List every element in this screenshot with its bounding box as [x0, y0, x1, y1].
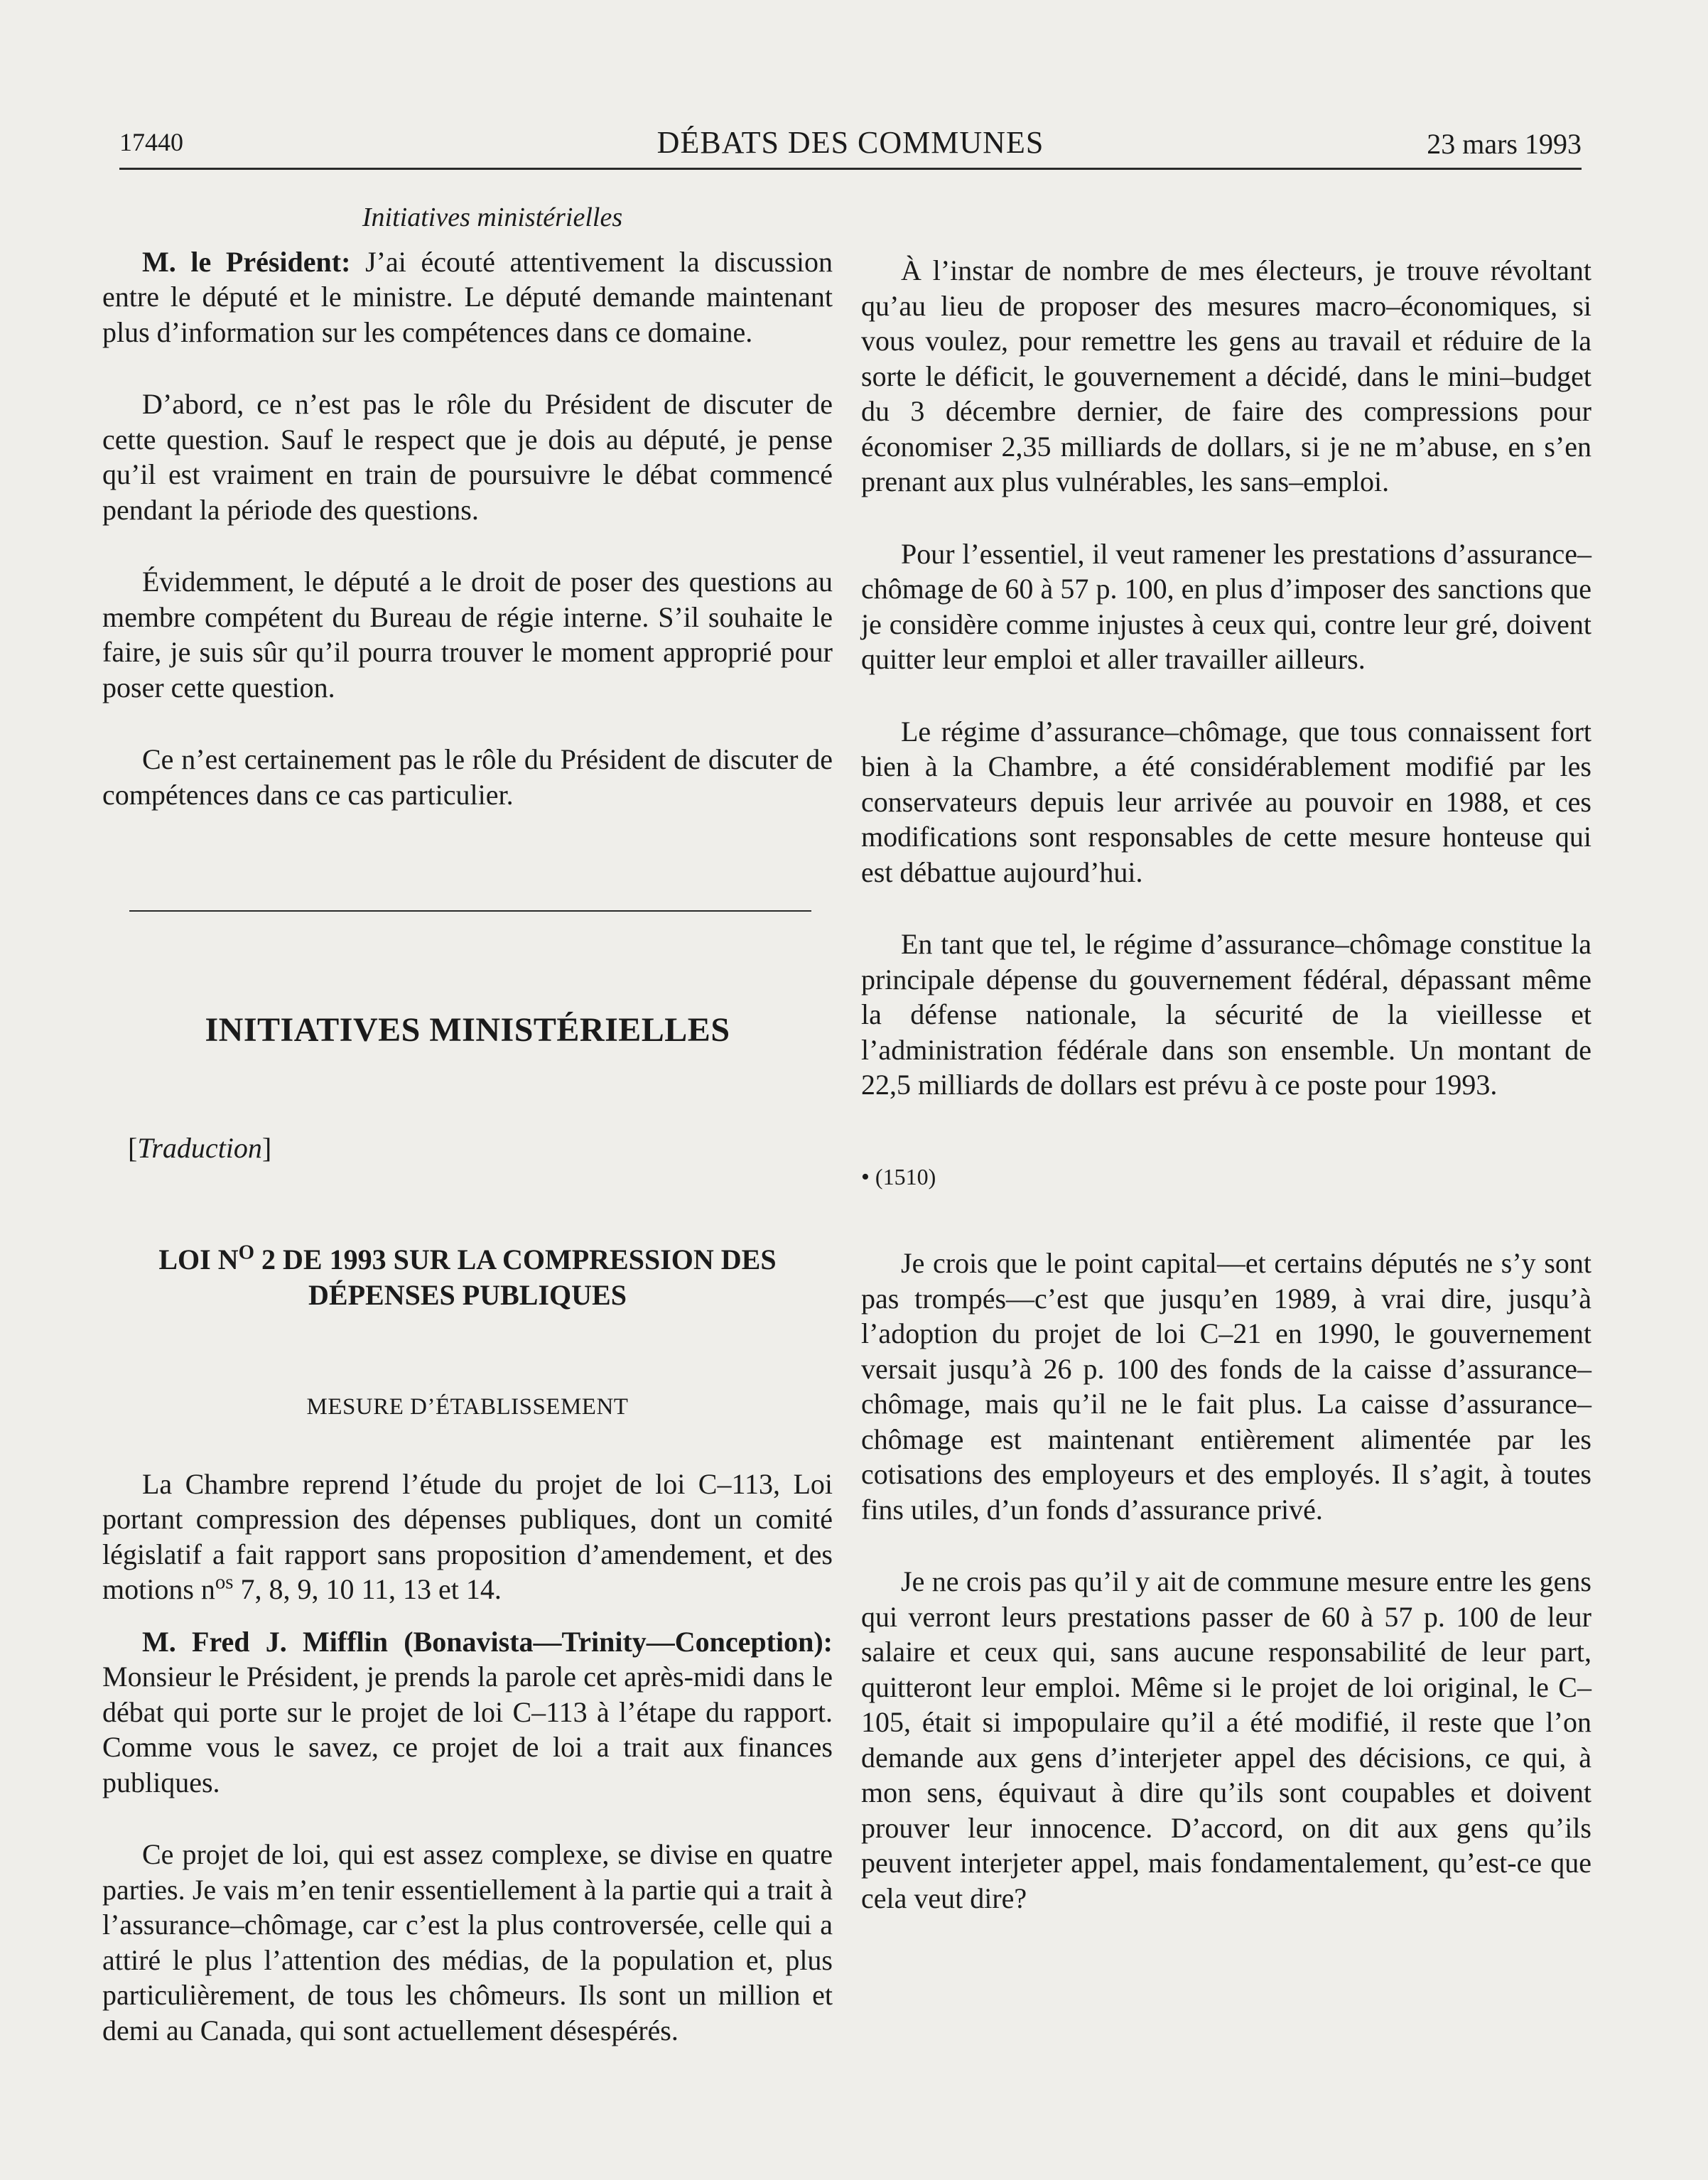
paragraph	[102, 1467, 833, 1607]
speaker-name: M. Fred J. Mifflin (Bonavista—Trinity—Conception):	[142, 1625, 833, 1658]
speech-text: Monsieur le Président, je prends la parole cet après-midi dans le débat qui porte sur le projet de loi C–113 à l’étape du rapport. Comme vous le savez, ce projet de loi a trait aux finances publiques.	[102, 1661, 833, 1798]
section-divider	[129, 910, 811, 912]
speaker-name: M. le Président:	[142, 245, 351, 278]
bill-title-line2: DÉPENSES PUBLIQUES	[308, 1279, 627, 1311]
section-title: INITIATIVES MINISTÉRIELLES	[205, 1011, 730, 1049]
paragraph: En tant que tel, le régime d’assurance–chômage constitue la principale dépense du gouvernement fédéral, dépassant même la défense nationale, la sécurité de la vieillesse et l’administration fédérale dans son ensemble. Un montant de 22,5 milliards de dollars est prévu à ce poste pour 1993.	[861, 928, 1591, 1101]
paragraph: Ce projet de loi, qui est assez complexe, se divise en quatre parties. Je vais m’en tenir essentiellement à la partie qui a trait à l’assurance–chômage, car c’est la plus controversée, celle qui a attiré le plus l’attention des médias, de la population et, plus particulièrement, de tous les chômeurs. Ils sont un million et demi au Canada, qui sont actuellement désespérés.	[102, 1838, 833, 2046]
paragraph-text: La Chambre reprend l’étude du projet de loi C–113, Loi portant compression des dépenses publiques, dont un comité législatif a fait rapport sans proposition d’amendement, et des motions n	[102, 1467, 833, 1605]
bill-title-superscript: O	[238, 1241, 255, 1264]
paragraph	[102, 1624, 833, 1801]
paragraph: Je crois que le point capital—et certains députés ne s’y sont pas trompés—c’est que jusqu’en 1989, à vrai dire, jusqu’à l’adoption du projet de loi C–21 en 1990, le gouvernement versait jusqu’à 26 p. 100 des fonds de la caisse d’assurance–chômage, mais qu’il ne le fait plus. La caisse d’assurance–chômage est maintenant entièrement alimentée par les cotisations des employeurs et des employés. Il s’agit, à toutes fins utiles, d’un fonds d’assurance privé.	[861, 1247, 1591, 1526]
issue-date: 23 mars 1993	[1427, 128, 1582, 160]
translation-note-text: Traduction	[137, 1131, 262, 1164]
publication-title: DÉBATS DES COMMUNES	[656, 125, 1044, 160]
bullet-icon: •	[861, 1163, 870, 1190]
right-column	[861, 253, 1591, 1916]
paragraph	[102, 244, 833, 350]
paragraph: Le régime d’assurance–chômage, que tous connaissent fort bien à la Chambre, a été considérablement modifié par les conservateurs depuis leur arrivée au pouvoir en 1988, et ces modifications sont responsables de cette mesure honteuse qui est débattue aujourd’hui.	[861, 715, 1591, 888]
paragraph: Évidemment, le député a le droit de poser des questions au membre compétent du Bureau de régie interne. S’il souhaite le faire, je suis sûr qu’il pourra trouver le moment approprié pour poser cette question.	[102, 566, 833, 703]
bill-title	[102, 1242, 833, 1313]
time-marker	[861, 1160, 1591, 1195]
motion-superscript: os	[215, 1570, 234, 1594]
header-rule	[119, 168, 1582, 170]
paragraph: Je ne crois pas qu’il y ait de commune mesure entre les gens qui verront leurs prestations passer de 60 à 57 p. 100 de leur salaire et ceux qui, sans aucune responsabilité de leur part, quitteront leur emploi. Même si le projet de loi original, le C–105, était si impopulaire qu’il a été modifié, il reste que l’on demande aux gens d’interjeter appel des décisions, ce qui, à mon sens, équivaut à dire qu’ils sont coupables et doivent prouver leur innocence. D’accord, on dit aux gens qu’ils peuvent interjeter appel, mais fondamentalement, qu’est-ce que cela veut dire?	[861, 1565, 1591, 1914]
paragraph-text: 7, 8, 9, 10 11, 13 et 14.	[233, 1573, 502, 1605]
page-number: 17440	[119, 128, 183, 156]
paragraph: Ce n’est certainement pas le rôle du Président de discuter de compétences dans ce cas particulier.	[102, 743, 833, 811]
speech-text: J’ai écouté attentivement la discussion entre le député et le ministre. Le député demande maintenant plus d’information sur les compétences dans ce domaine.	[102, 245, 833, 348]
bill-title-text: LOI N	[158, 1243, 239, 1275]
section-running-head: Initiatives ministérielles	[362, 203, 623, 232]
left-column	[102, 200, 833, 2048]
paragraph: À l’instar de nombre de mes électeurs, je trouve révoltant qu’au lieu de proposer des mesures macro–économiques, si vous voulez, pour remettre les gens au travail et réduire de la sorte le déficit, le gouvernement a décidé, dans le mini–budget du 3 décembre dernier, de faire des compressions pour économiser 2,35 milliards de dollars, si je ne m’abuse, en s’en prenant aux plus vulnérables, les sans–emploi.	[861, 254, 1591, 497]
paragraph: Pour l’essentiel, il veut ramener les prestations d’assurance–chômage de 60 à 57 p. 100, en plus d’imposer des sanctions que je considère comme injustes à ceux qui, contre leur gré, doivent quitter leur emploi et aller travailler ailleurs.	[861, 537, 1591, 675]
time-marker-text: (1510)	[875, 1163, 936, 1189]
paragraph: D’abord, ce n’est pas le rôle du Président de discuter de cette question. Sauf le respect que je dois au député, je pense qu’il est vraiment en train de poursuivre le débat commencé pendant la période des questions.	[102, 388, 833, 526]
bill-title-text: 2 DE 1993 SUR LA COMPRESSION DES	[254, 1243, 777, 1275]
running-header	[119, 124, 1582, 167]
subheading: MESURE D’ÉTABLISSEMENT	[306, 1394, 629, 1420]
translation-note: [Traduction]	[128, 1131, 272, 1164]
